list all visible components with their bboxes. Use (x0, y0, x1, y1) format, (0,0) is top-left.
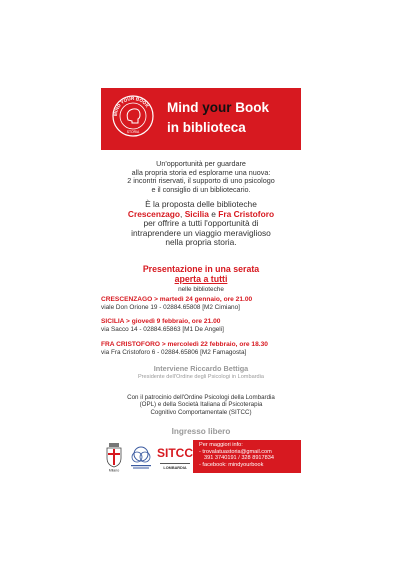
milano-label: Milano (108, 468, 120, 473)
logo-bottom-text: STORIA (126, 130, 140, 134)
event-date: > mercoledì 22 febbraio, ore 18.30 (159, 341, 268, 348)
event-sicilia (101, 318, 301, 334)
proposal-line: per offrire a tutti l'opportunità di (143, 218, 259, 229)
proposal-line: nella propria storia. (165, 237, 237, 248)
sitcc-label: SITCC (157, 446, 193, 460)
library-fra-cristoforo: Fra Cristoforo (218, 208, 275, 219)
free-entry: Ingresso libero (171, 427, 231, 436)
presentation-heading (101, 264, 301, 284)
speaker-name: Interviene Riccardo Bettiga (153, 364, 249, 373)
separator: e (208, 208, 219, 219)
intro-line: Un'opportunità per guardare (156, 159, 246, 168)
title-banner (101, 88, 301, 150)
proposal-line: intraprendere un viaggio meraviglioso (131, 227, 271, 238)
speaker-role: Presidente dell'Ordine degli Psicologi in Lombardia (137, 374, 265, 380)
flyer (101, 88, 301, 473)
library-crescenzago: Crescenzago (127, 208, 181, 219)
patronage-text (101, 394, 301, 416)
info-facebook[interactable]: - facebook: mindyourbook (199, 461, 264, 468)
info-heading: Per maggiori info: (199, 442, 243, 448)
proposal-line: È la proposta delle biblioteche (145, 199, 257, 209)
sponsor-logos (101, 440, 193, 473)
presentation-sub: nelle biblioteche (178, 286, 224, 293)
milano-coat-of-arms-icon (104, 442, 124, 472)
event-address: via Fra Cristoforo 6 - 02884.65806 [M2 Famagosta] (101, 349, 247, 356)
logo-ring-text: MIND YOUR BOOK (112, 95, 151, 117)
event-name: SICILIA (101, 318, 125, 325)
proposal-text (101, 200, 301, 248)
patronage-line: Cognitivo Comportamentale (SITCC) (150, 408, 252, 416)
title-your: your (202, 100, 232, 115)
event-address: via Sacco 14 - 02884.65863 [M1 De Angeli] (101, 326, 224, 333)
event-name: CRESCENZAGO (101, 296, 153, 303)
presentation-line: Presentazione in una serata (142, 264, 260, 274)
event-crescenzago (101, 296, 301, 312)
info-phones: 391 3740191 / 328 8917834 (204, 455, 274, 462)
title-line-2: in biblioteca (167, 120, 246, 135)
library-sicilia: Sicilia (184, 208, 209, 219)
patronage-line: Con il patrocinio dell'Ordine Psicologi della Lombardia (127, 394, 275, 401)
event-name: FRA CRISTOFORO (101, 341, 160, 348)
event-date: > giovedì 9 febbraio, ore 21.00 (124, 318, 221, 325)
intro-line: 2 incontri riservati, il supporto di uno psicologo (127, 176, 275, 186)
lombardia-label: LOMBARDIA (163, 466, 187, 470)
svg-text:MIND YOUR BOOK (113, 96, 151, 116)
intro-text (101, 160, 301, 194)
sitcc-logo-icon (159, 442, 191, 472)
info-email[interactable]: - trovalatuastoria@gmail.com (199, 448, 272, 455)
title-mind: Mind (167, 100, 203, 115)
intro-line: e il consiglio di un bibliotecario. (151, 184, 251, 194)
patronage-line: (OPL) e della Società Italiana di Psicoterapia (139, 401, 263, 409)
mind-your-book-logo (111, 94, 155, 138)
event-fra-cristoforo (101, 341, 301, 357)
title-line-1 (167, 100, 269, 115)
separator: , (180, 208, 185, 219)
intro-line: alla propria storia ed esplorarne una nuova: (131, 167, 271, 177)
info-box (193, 440, 301, 473)
opl-logo-icon (127, 444, 155, 470)
event-date: > martedì 24 gennaio, ore 21.00 (152, 296, 253, 303)
event-address: viale Don Orione 19 - 02884.65808 [M2 Cimiano] (101, 304, 240, 311)
presentation-line: aperta a tutti (174, 274, 228, 284)
title-book: Book (231, 100, 270, 115)
